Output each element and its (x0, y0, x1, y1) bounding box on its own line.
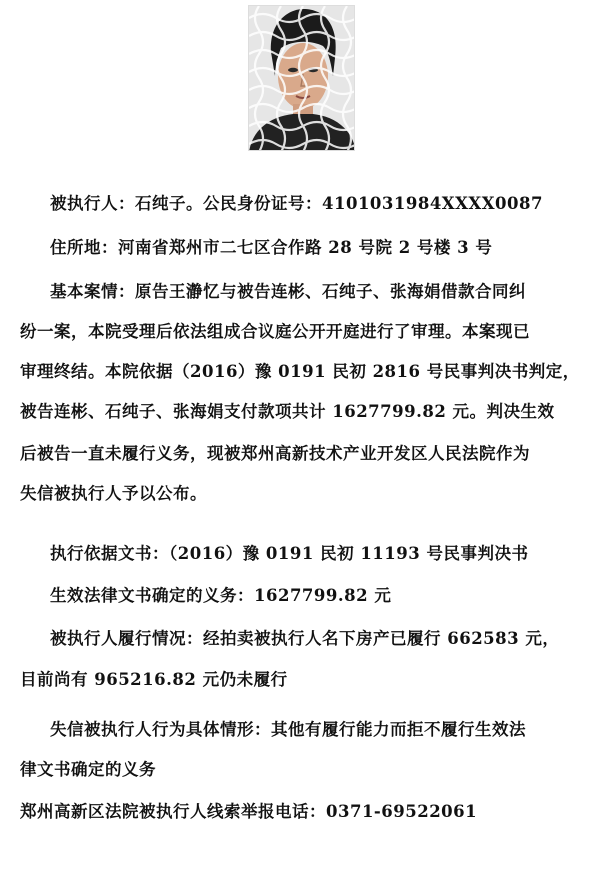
case-summary-line: 纷一案，本院受理后依法组成合议庭公开开庭进行了审理。本案现已 (20, 322, 530, 341)
case-summary-line: 后被告一直未履行义务，现被郑州高新技术产业开发区人民法院作为 (20, 444, 530, 463)
address-line: 住所地：河南省郑州市二七区合作路 28 号院 2 号楼 3 号 (50, 238, 493, 257)
case-summary-line: 基本案情：原告王瀞忆与被告连彬、石纯子、张海娟借款合同纠 (50, 282, 526, 301)
obligation-line: 生效法律文书确定的义务：1627799.82 元 (50, 586, 392, 605)
portrait-photo (248, 5, 355, 151)
case-summary-line: 失信被执行人予以公布。 (20, 484, 207, 503)
debtor-identity-line: 被执行人：石纯子。公民身份证号：4101031984XXXX0087 (50, 194, 543, 213)
portrait-photo-with-mesh-watermark-icon (249, 6, 355, 151)
dishonesty-line: 失信被执行人行为具体情形：其他有履行能力而拒不履行生效法 (50, 720, 526, 739)
performance-line: 被执行人履行情况：经拍卖被执行人名下房产已履行 662583 元， (50, 629, 560, 648)
case-summary-line: 审理终结。本院依据（2016）豫 0191 民初 2816 号民事判决书判定， (20, 362, 580, 381)
enforcement-basis-line: 执行依据文书：（2016）豫 0191 民初 11193 号民事判决书 (50, 544, 529, 563)
hotline-line: 郑州高新区法院被执行人线索举报电话：0371-69522061 (20, 802, 478, 821)
case-summary-line: 被告连彬、石纯子、张海娟支付款项共计 1627799.82 元。判决生效 (20, 402, 555, 421)
dishonesty-line: 律文书确定的义务 (20, 760, 156, 779)
performance-line: 目前尚有 965216.82 元仍未履行 (20, 670, 288, 689)
